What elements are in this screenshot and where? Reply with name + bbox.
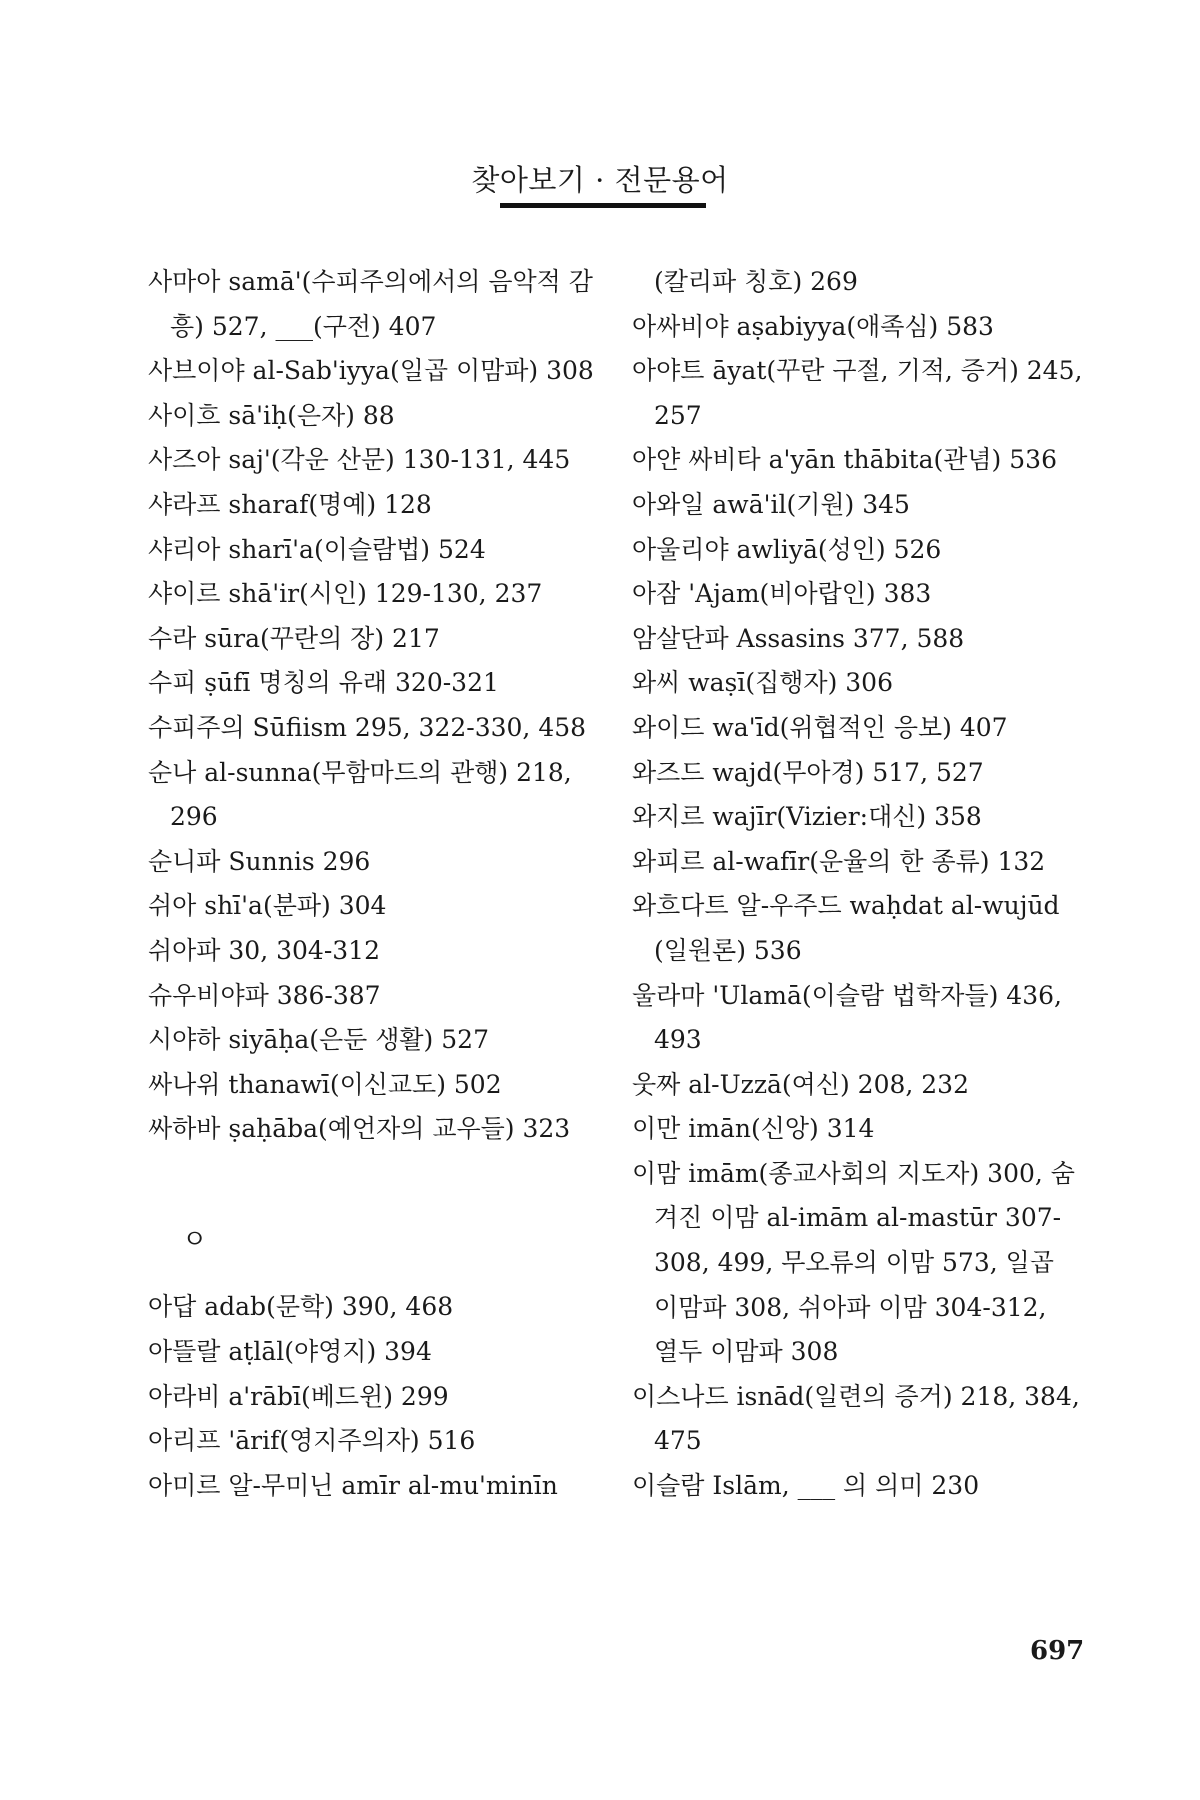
index-entry: 아싸비야 aṣabiyya(애족심) 583 [632, 311, 994, 341]
page-header-title: 찾아보기 · 전문용어 [471, 163, 729, 197]
index-entry: 이만 imān(신앙) 314 [632, 1114, 875, 1144]
index-entry: 아미르 알-무미닌 amīr al-mu'minīn [148, 1470, 558, 1500]
index-entry: 수피주의 Sūfiism 295, 322-330, 458 [148, 712, 587, 742]
index-entry: 와이드 wa'īd(위협적인 응보) 407 [632, 712, 1008, 742]
index-entry: (칼리파 칭호) 269 [654, 267, 858, 296]
index-column-right [632, 260, 1082, 1509]
index-entry: 쉬아파 30, 304-312 [148, 935, 380, 965]
index-entry: 슈우비야파 386-387 [148, 980, 381, 1010]
index-entry: 수피 ṣūfī 명칭의 유래 320-321 [148, 668, 499, 698]
index-entry: 순나 al-sunna(무함마드의 관행) 218, [148, 757, 572, 787]
section-gap [148, 1152, 588, 1197]
index-entry: 사브이야 al-Sab'iyya(일곱 이맘파) 308 [148, 356, 594, 386]
index-entry: 울라마 'Ulamā(이슬람 법학자들) 436, [632, 980, 1062, 1010]
index-entry: 사마아 samā'(수피주의에서의 음악적 감 [148, 267, 593, 296]
index-entry: 이슬람 Islām, ___ 의 의미 230 [632, 1471, 980, 1501]
index-entry: 흥) 527, ___(구전) 407 [170, 311, 437, 341]
index-entry: 이맘 imām(종교사회의 지도자) 300, 숨 [632, 1158, 1075, 1188]
index-entry: 475 [654, 1426, 702, 1456]
index-entry: 아울리야 awliyā(성인) 526 [632, 534, 942, 564]
page-number: 697 [1030, 1636, 1085, 1666]
index-entry: 쉬아 shī'a(분파) 304 [148, 891, 387, 921]
index-entry: 싸하바 ṣaḥāba(예언자의 교우들) 323 [148, 1114, 571, 1144]
index-entry: 308, 499, 무오류의 이맘 573, 일곱 [654, 1248, 1054, 1278]
index-entry: 웃짜 al-Uzzā(여신) 208, 232 [632, 1069, 969, 1099]
index-entry: 수라 sūra(꾸란의 장) 217 [148, 623, 440, 653]
header-underline [500, 203, 706, 208]
index-entry: 아리프 'ārif(영지주의자) 516 [148, 1426, 476, 1456]
index-entry: 암살단파 Assasins 377, 588 [632, 623, 965, 653]
index-entry: 싸나위 thanawī(이신교도) 502 [148, 1069, 502, 1099]
index-entry: 와즈드 wajd(무아경) 517, 527 [632, 757, 984, 787]
index-entry: 순니파 Sunnis 296 [148, 846, 371, 876]
index-entry: 겨진 이맘 al-imām al-mastūr 307- [654, 1203, 1062, 1233]
index-entry: 와피르 al-wafīr(운율의 한 종류) 132 [632, 846, 1046, 876]
index-entry: 와씨 waṣī(집행자) 306 [632, 668, 893, 698]
section-letter-heading: ㅇ [182, 1225, 208, 1256]
index-entry: 아뜰랄 aṭlāl(야영지) 394 [148, 1337, 432, 1367]
index-entry: 이맘파 308, 쉬아파 이맘 304-312, [654, 1292, 1047, 1322]
index-entry: 시야하 siyāḥa(은둔 생활) 527 [148, 1025, 489, 1055]
index-entry: 와지르 wajīr(Vizier:대신) 358 [632, 802, 982, 832]
index-entry: 이스나드 isnād(일련의 증거) 218, 384, [632, 1381, 1080, 1411]
index-entry: 열두 이맘파 308 [654, 1337, 839, 1367]
index-column-left [148, 260, 594, 1508]
index-entry: 샤이르 shā'ir(시인) 129-130, 237 [148, 579, 543, 609]
index-entry: 아와일 awā'il(기원) 345 [632, 489, 910, 519]
index-entry: 샤리아 sharī'a(이슬람법) 524 [148, 534, 486, 564]
index-entry: 257 [654, 400, 702, 430]
index-entry: 사즈아 saj'(각운 산문) 130-131, 445 [148, 445, 571, 475]
index-entry: (일원론) 536 [654, 935, 802, 965]
index-entry: 아라비 a'rābī(베드윈) 299 [148, 1381, 449, 1411]
index-entry: 493 [654, 1025, 702, 1055]
index-entry: 아답 adab(문학) 390, 468 [148, 1292, 454, 1322]
index-entry: 아야트 āyat(꾸란 구절, 기적, 증거) 245, [632, 356, 1083, 386]
index-entry: 296 [170, 802, 218, 832]
index-entry: 와흐다트 알-우주드 waḥdat al-wujūd [632, 891, 1060, 921]
index-entry: 샤라프 sharaf(명예) 128 [148, 489, 432, 519]
index-entry: 아얀 싸비타 a'yān thābita(관념) 536 [632, 445, 1057, 475]
index-entry: 사이흐 sā'iḥ(은자) 88 [148, 400, 395, 430]
index-entry: 아잠 'Ajam(비아랍인) 383 [632, 579, 932, 609]
